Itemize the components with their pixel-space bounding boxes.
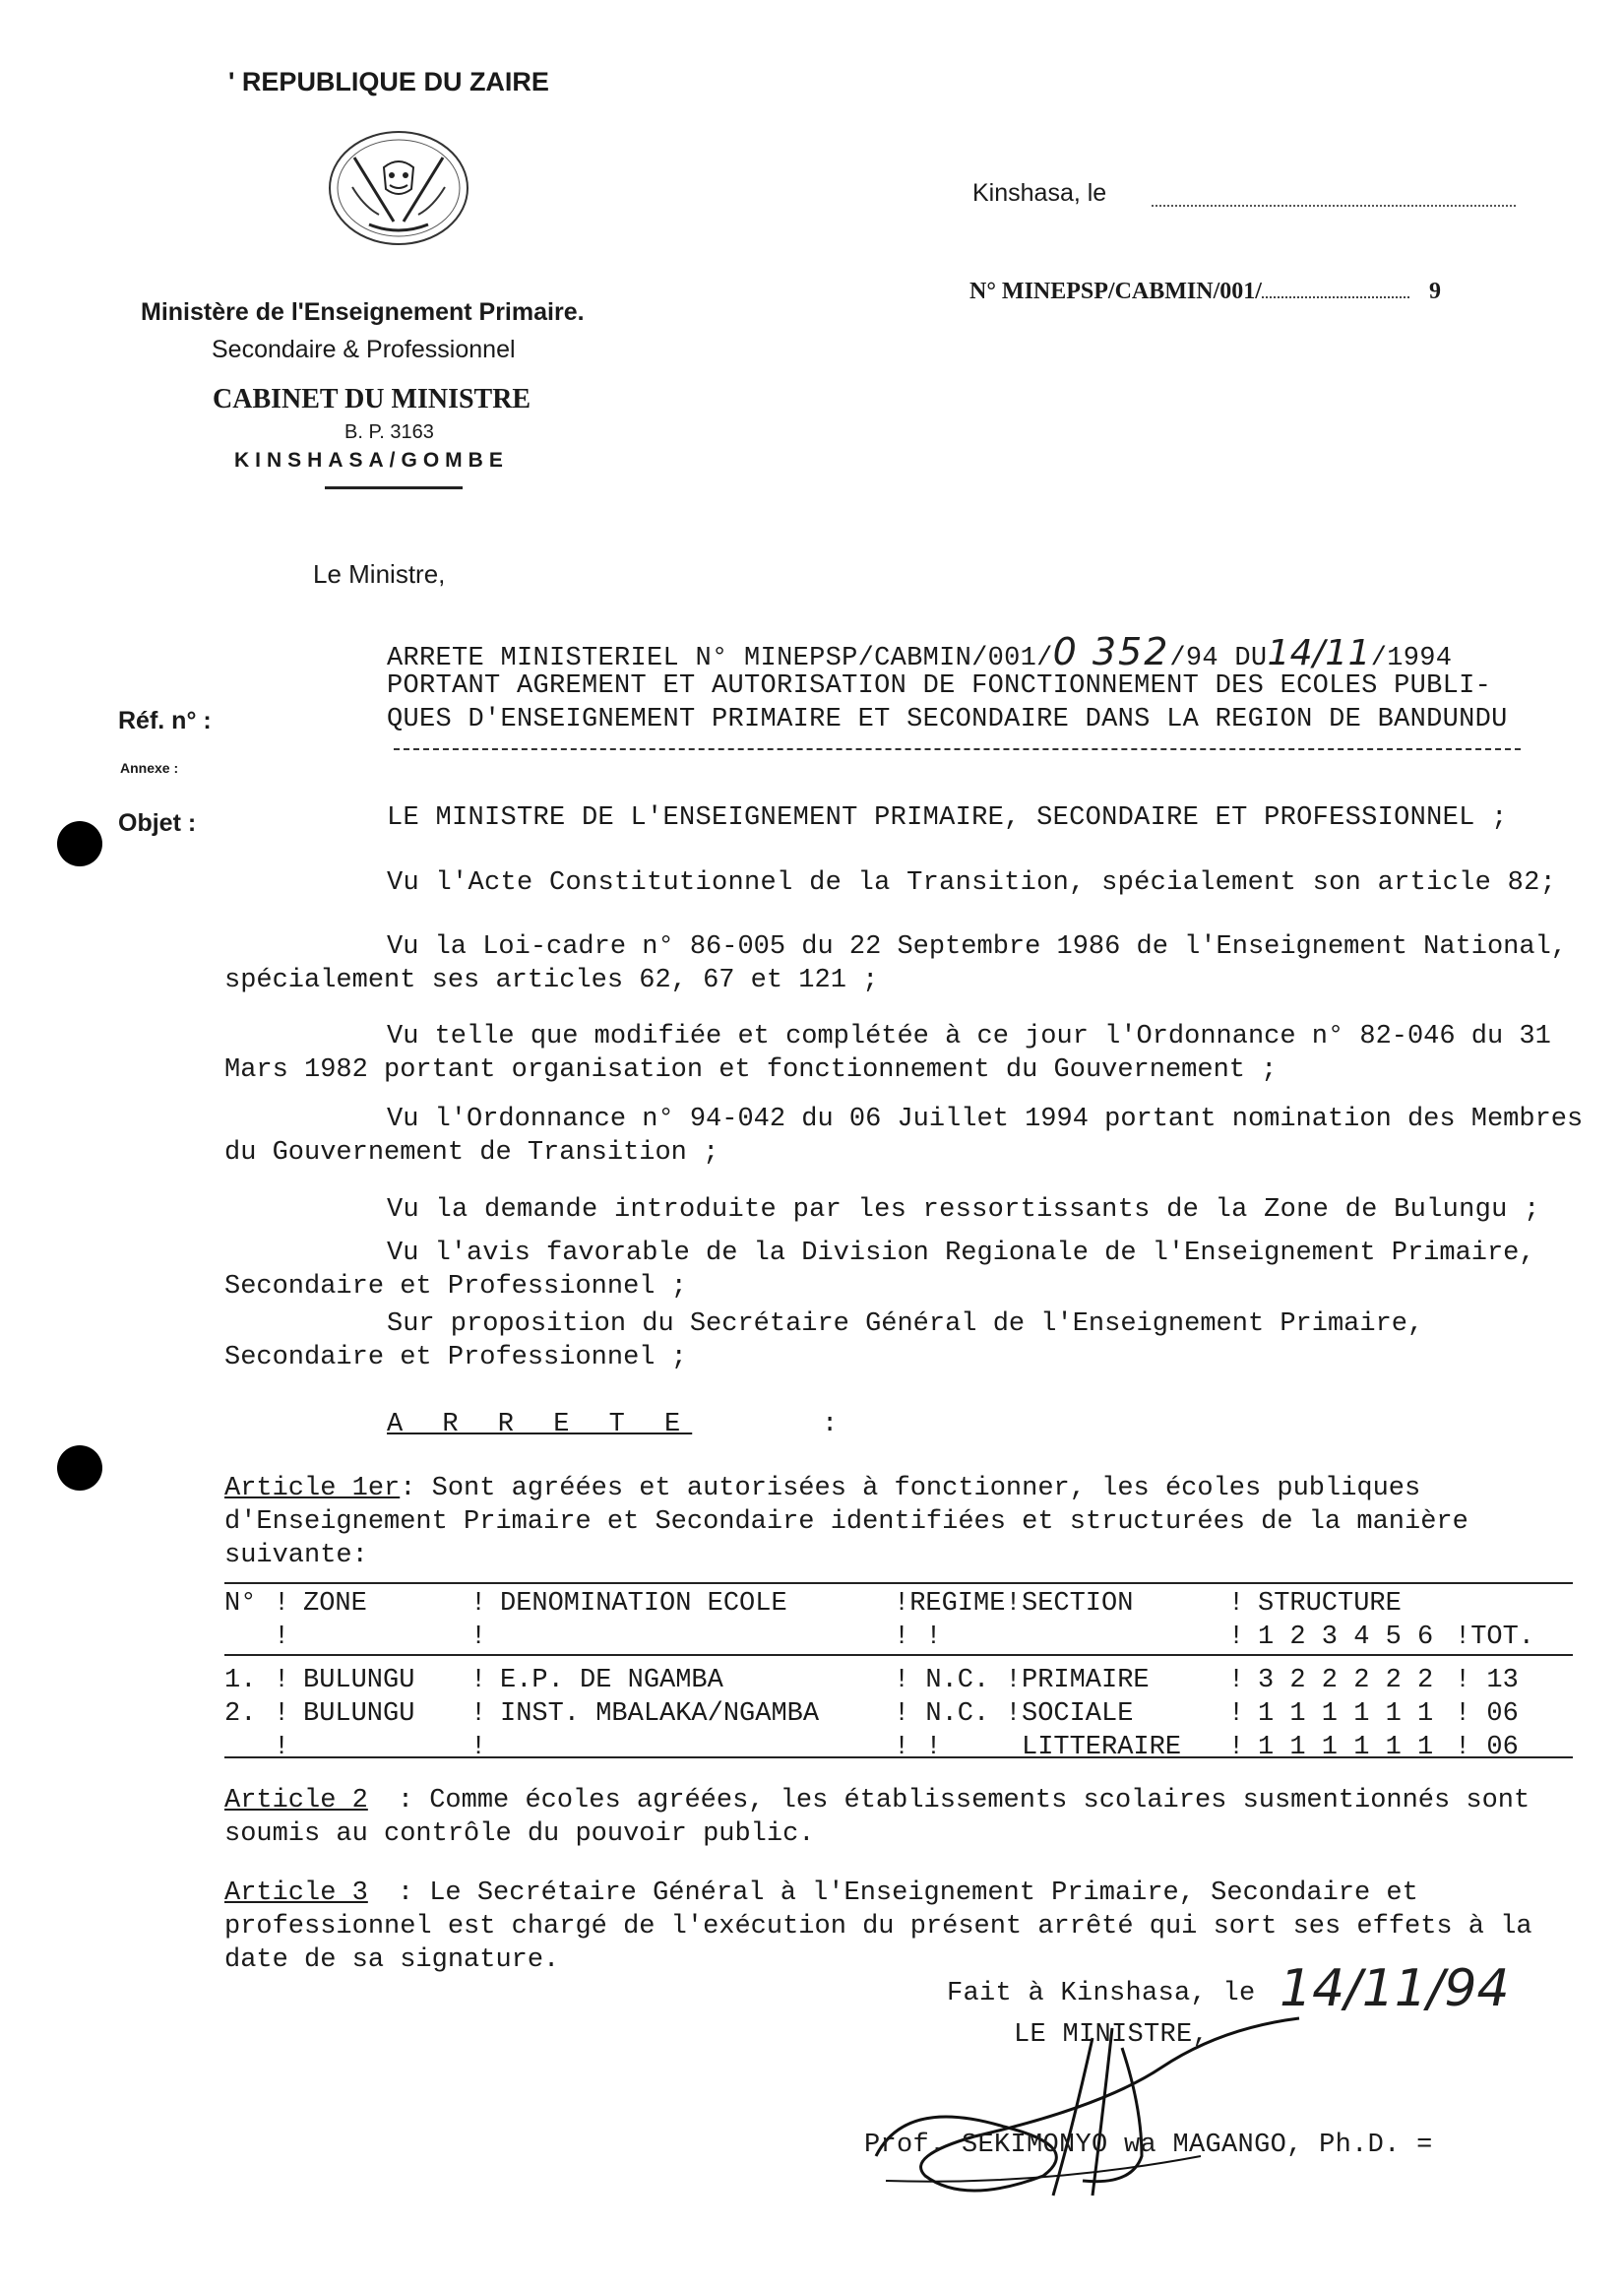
table-cell: !	[470, 1733, 487, 1762]
article-1-text: : Sont agréées et autorisées à fonctionner, les écoles publiques d'Enseignement Primaire et Secondaire identifiées et structurées de la manière suivante:	[224, 1474, 1468, 1570]
decree-title-line2: PORTANT AGREMENT ET AUTORISATION DE FONCTIONNEMENT DES ECOLES PUBLI-	[387, 671, 1492, 701]
handwritten-decree-date: 14/11	[1267, 633, 1371, 673]
reference-number	[969, 279, 1441, 305]
arrete-colon: :	[822, 1410, 839, 1439]
table-cell: DENOMINATION ECOLE	[500, 1589, 787, 1619]
table-cell: !	[470, 1623, 487, 1652]
preamble-vu6	[224, 1237, 1593, 1304]
table-cell: 1 2 3 4 5 6	[1258, 1623, 1434, 1652]
coat-of-arms-emblem	[325, 128, 472, 248]
le-ministre-heading: Le Ministre,	[313, 559, 446, 589]
preamble-vu2	[224, 930, 1593, 997]
decree-number-prefix: ARRETE MINISTERIEL N° MINEPSP/CABMIN/001/	[387, 644, 1053, 673]
cabinet-heading: CABINET DU MINISTRE	[213, 384, 531, 414]
minister-heading: LE MINISTRE DE L'ENSEIGNEMENT PRIMAIRE, SECONDAIRE ET PROFESSIONNEL ;	[387, 803, 1508, 833]
decree-number-mid: /94 DU	[1169, 644, 1268, 673]
table-row	[224, 1664, 1573, 1697]
table-row	[224, 1731, 1573, 1764]
article-3-label: Article 3	[224, 1878, 368, 1908]
article-1	[224, 1472, 1593, 1572]
table-top-rule	[224, 1582, 1573, 1584]
table-cell	[224, 1621, 274, 1654]
table-cell	[303, 1621, 470, 1654]
table-cell	[500, 1621, 894, 1654]
article-3-text: : Le Secrétaire Général à l'Enseignement Primaire, Secondaire et professionnel est chargé de l'exécution du présent arrêté qui sort ses effets à la date de sa signature.	[224, 1878, 1532, 1975]
table-cell: ZONE	[303, 1589, 367, 1619]
table-header-rule	[224, 1654, 1573, 1656]
table-row	[224, 1697, 1573, 1731]
table-cell: 2.	[224, 1699, 257, 1729]
decree-number-suffix: /1994	[1370, 644, 1453, 673]
table-cell: !	[470, 1699, 487, 1729]
place-date-label: Kinshasa, le	[972, 179, 1107, 207]
preamble-vu1: Vu l'Acte Constitutionnel de la Transition, spécialement son article 82;	[387, 868, 1557, 898]
table-cell: !	[1228, 1666, 1245, 1695]
table-cell: 1.	[224, 1666, 257, 1695]
article-2-label: Article 2	[224, 1786, 368, 1815]
table-cell: !TOT.	[1455, 1623, 1535, 1652]
preamble-sur-text: Sur proposition du Secrétaire Général de l'Enseignement Primaire, Secondaire et Professionnel ;	[224, 1309, 1424, 1372]
table-cell: ! 06	[1455, 1733, 1519, 1762]
reference-dotted-line	[1262, 296, 1409, 298]
preamble-sur	[224, 1307, 1593, 1374]
letterhead-underline	[325, 486, 463, 489]
fait-a-kinshasa: Fait à Kinshasa, le	[947, 1979, 1256, 2008]
preamble-vu3-text: Vu telle que modifiée et complétée à ce jour l'Ordonnance n° 82-046 du 31 Mars 1982 portant organisation et fonctionnement du Gouvernement ;	[224, 1022, 1551, 1085]
preamble-vu4-text: Vu l'Ordonnance n° 94-042 du 06 Juillet 1994 portant nomination des Membres du Gouvernement de Transition ;	[224, 1105, 1584, 1168]
table-cell: 1 1 1 1 1 1	[1258, 1733, 1434, 1762]
table-cell: !	[1228, 1699, 1245, 1729]
table-cell: ! !	[894, 1623, 942, 1652]
table-cell: !	[470, 1589, 487, 1619]
le-ministre-signature-title: LE MINISTRE,	[1014, 2020, 1210, 2050]
preamble-vu5: Vu la demande introduite par les ressortissants de la Zone de Bulungu ;	[387, 1195, 1540, 1225]
table-cell: !	[1228, 1623, 1245, 1652]
table-cell: !	[1228, 1733, 1245, 1762]
article-2	[224, 1784, 1593, 1851]
table-cell: SECTION	[1022, 1589, 1134, 1619]
table-cell: !	[1228, 1589, 1245, 1619]
table-cell: ! N.C. !	[894, 1699, 1022, 1729]
table-cell	[1455, 1587, 1573, 1621]
table-cell: 1 1 1 1 1 1	[1258, 1699, 1434, 1729]
ministry-subtitle: Secondaire & Professionnel	[212, 336, 516, 363]
arrete-heading: A R R E T E	[387, 1410, 693, 1439]
table-cell: ! N.C. !	[894, 1666, 1022, 1695]
ministry-name: Ministère de l'Enseignement Primaire.	[141, 298, 585, 326]
table-cell: !	[274, 1623, 290, 1652]
table-cell	[224, 1731, 274, 1764]
table-cell: ! 13	[1455, 1666, 1519, 1695]
table-cell	[303, 1731, 470, 1764]
table-cell: E.P. DE NGAMBA	[500, 1666, 723, 1695]
punch-hole-bottom	[57, 1445, 102, 1491]
table-cell: INST. MBALAKA/NGAMBA	[500, 1699, 820, 1729]
punch-hole-top	[57, 821, 102, 866]
ref-label: Réf. n° :	[118, 707, 212, 734]
table-subheader-row	[224, 1621, 1573, 1654]
table-bottom-rule	[224, 1756, 1573, 1758]
article-1-label: Article 1er	[224, 1474, 401, 1503]
table-cell: ! !	[894, 1733, 942, 1762]
title-dashed-rule	[394, 748, 1521, 750]
republic-heading: ' REPUBLIQUE DU ZAIRE	[228, 67, 549, 96]
table-cell: STRUCTURE	[1258, 1589, 1402, 1619]
postal-box: B. P. 3163	[344, 421, 434, 443]
table-cell: BULUNGU	[303, 1699, 415, 1729]
table-cell: !REGIME!	[894, 1589, 1022, 1619]
table-cell: !	[274, 1666, 290, 1695]
handwritten-signature-date: 14/11/94	[1280, 1959, 1510, 2018]
handwritten-signature	[846, 2008, 1358, 2205]
preamble-vu4	[224, 1103, 1593, 1170]
schools-table	[224, 1587, 1573, 1764]
table-cell	[1022, 1621, 1228, 1654]
preamble-vu3	[224, 1020, 1593, 1087]
table-cell: 3 2 2 2 2 2	[1258, 1666, 1434, 1695]
table-cell	[500, 1731, 894, 1764]
table-header-row	[224, 1587, 1573, 1621]
reference-number-suffix: 9	[1428, 279, 1441, 304]
date-dotted-line	[1152, 205, 1516, 207]
annexe-label: Annexe :	[120, 760, 179, 776]
table-cell: BULUNGU	[303, 1666, 415, 1695]
table-cell: PRIMAIRE	[1022, 1666, 1150, 1695]
preamble-vu2-text: Vu la Loi-cadre n° 86-005 du 22 Septembre 1986 de l'Enseignement National, spécialement ses articles 62, 67 et 121 ;	[224, 932, 1567, 995]
table-cell: LITTERAIRE	[1022, 1733, 1182, 1762]
objet-label: Objet :	[118, 809, 197, 837]
table-cell: !	[274, 1589, 290, 1619]
preamble-vu6-text: Vu l'avis favorable de la Division Regionale de l'Enseignement Primaire, Secondaire et Professionnel ;	[224, 1239, 1535, 1302]
table-cell: N°	[224, 1589, 257, 1619]
handwritten-decree-number: 0 352	[1052, 630, 1170, 673]
table-cell: !	[274, 1733, 290, 1762]
article-2-text: : Comme écoles agréées, les établissements scolaires susmentionnés sont soumis au contrôle du pouvoir public.	[224, 1786, 1530, 1849]
signatory-name: Prof. SEKIMONYO wa MAGANGO, Ph.D. =	[864, 2131, 1433, 2160]
decree-title-line3: QUES D'ENSEIGNEMENT PRIMAIRE ET SECONDAIRE DANS LA REGION DE BANDUNDU	[387, 705, 1508, 734]
table-cell: !	[274, 1699, 290, 1729]
table-cell: !	[470, 1666, 487, 1695]
table-cell: SOCIALE	[1022, 1699, 1134, 1729]
reference-number-label: N° MINEPSP/CABMIN/001/	[969, 279, 1262, 304]
city-line: KINSHASA/GOMBE	[234, 449, 509, 472]
table-cell: ! 06	[1455, 1699, 1519, 1729]
